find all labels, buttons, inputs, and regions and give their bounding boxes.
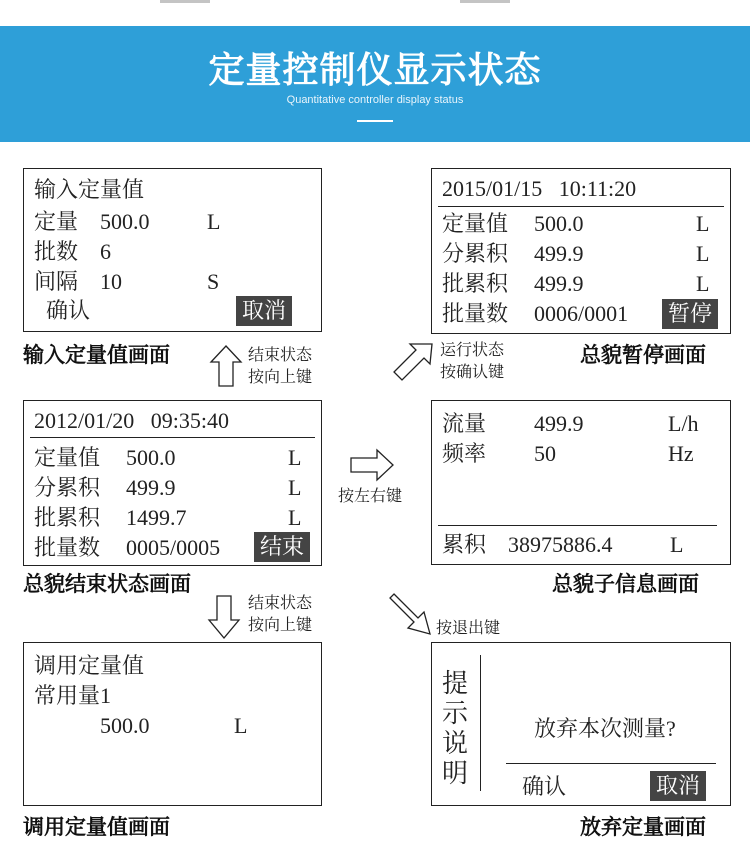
batch-number-value: 0006/0001 — [534, 301, 629, 326]
up-right-arrow-icon — [388, 342, 434, 386]
batch-total-value: 1499.7 — [126, 505, 187, 530]
batch-number-label: 批量数 — [442, 301, 509, 326]
screen-title: 输入定量值 — [34, 177, 145, 202]
batch-count-value: 6 — [100, 239, 111, 264]
input-quantity-caption: 输入定量值画面 — [23, 343, 170, 367]
up-key-note-2: 结束状态 按向上键 — [248, 593, 313, 634]
quantity-label: 定量 — [34, 209, 79, 234]
abort-quantity-screen — [431, 642, 731, 806]
datetime-display: 2015/01/15 10:11:20 — [442, 176, 637, 201]
quantity-unit: L — [288, 445, 302, 470]
partial-total-value: 499.9 — [534, 241, 584, 266]
page-title: 定量控制仪显示状态 — [208, 50, 542, 91]
abort-quantity-caption: 放弃定量画面 — [580, 815, 706, 839]
preset-label: 常用量1 — [34, 683, 112, 708]
flow-label: 流量 — [442, 411, 487, 436]
screen-title: 调用定量值 — [34, 653, 145, 678]
datetime-divider — [438, 206, 724, 207]
preset-unit: L — [234, 713, 248, 738]
top-edge-mark-left — [160, 0, 210, 3]
pause-overview-screen — [431, 168, 731, 334]
cumulative-value: 38975886.4 — [508, 532, 613, 557]
partial-total-unit: L — [696, 241, 710, 266]
partial-total-value: 499.9 — [126, 475, 176, 500]
frequency-label: 频率 — [442, 441, 487, 466]
recall-quantity-screen — [23, 642, 322, 806]
status-badge: 结束 — [254, 532, 310, 562]
flow-value: 499.9 — [534, 411, 584, 436]
end-overview-caption: 总貌结束状态画面 — [23, 572, 191, 596]
prompt-side-label: 提 示 说 明 — [442, 669, 469, 788]
down-arrow-icon — [207, 594, 241, 640]
partial-total-unit: L — [288, 475, 302, 500]
confirm-key-note: 运行状态 按确认键 — [440, 340, 505, 381]
datetime-display: 2012/01/20 09:35:40 — [34, 408, 229, 433]
cumulative-unit: L — [670, 532, 684, 557]
cancel-option[interactable]: 取消 — [650, 771, 706, 801]
datetime-divider — [30, 437, 315, 438]
total-divider — [438, 525, 717, 526]
left-right-key-note: 按左右键 — [338, 486, 403, 505]
batch-total-value: 499.9 — [534, 271, 584, 296]
quantity-unit: L — [696, 211, 710, 236]
pause-overview-caption: 总貌暂停画面 — [580, 343, 706, 367]
batch-number-value: 0005/0005 — [126, 535, 221, 560]
frequency-value: 50 — [534, 441, 556, 466]
title-underline — [357, 120, 393, 122]
quantity-value: 500.0 — [100, 209, 150, 234]
abort-question: 放弃本次测量? — [534, 716, 676, 741]
quantity-value: 500.0 — [126, 445, 176, 470]
interval-label: 间隔 — [34, 269, 79, 294]
confirm-option[interactable]: 确认 — [46, 298, 91, 323]
interval-unit: S — [207, 269, 220, 294]
quantity-label: 定量值 — [34, 445, 101, 470]
quantity-unit: L — [207, 209, 221, 234]
cumulative-label: 累积 — [442, 532, 487, 557]
interval-value: 10 — [100, 269, 122, 294]
options-divider — [506, 763, 716, 764]
up-key-note-1: 结束状态 按向上键 — [248, 345, 313, 386]
top-edge-mark-right — [460, 0, 510, 3]
batch-total-unit: L — [288, 505, 302, 530]
quantity-label: 定量值 — [442, 211, 509, 236]
info-overview-caption: 总貌子信息画面 — [552, 572, 699, 596]
batch-total-label: 批累积 — [442, 271, 509, 296]
info-overview-screen — [431, 400, 731, 565]
up-arrow-icon — [209, 344, 243, 388]
confirm-option[interactable]: 确认 — [522, 774, 567, 799]
batch-total-label: 批累积 — [34, 505, 101, 530]
page-subtitle: Quantitative controller display status — [286, 94, 464, 106]
prompt-divider — [480, 655, 481, 791]
batch-total-unit: L — [696, 271, 710, 296]
exit-key-note: 按退出键 — [436, 618, 501, 637]
header-banner — [0, 26, 750, 142]
batch-count-label: 批数 — [34, 239, 79, 264]
preset-value: 500.0 — [100, 713, 150, 738]
right-arrow-icon — [349, 448, 395, 482]
partial-total-label: 分累积 — [442, 241, 509, 266]
input-quantity-screen — [23, 168, 322, 332]
quantity-value: 500.0 — [534, 211, 584, 236]
recall-quantity-caption: 调用定量值画面 — [23, 815, 170, 839]
partial-total-label: 分累积 — [34, 475, 101, 500]
down-right-arrow-icon — [388, 590, 434, 636]
status-badge: 暂停 — [662, 299, 718, 329]
end-overview-screen — [23, 400, 322, 566]
cancel-option[interactable]: 取消 — [236, 296, 292, 326]
flow-unit: L/h — [668, 411, 699, 436]
batch-number-label: 批量数 — [34, 535, 101, 560]
frequency-unit: Hz — [668, 441, 694, 466]
